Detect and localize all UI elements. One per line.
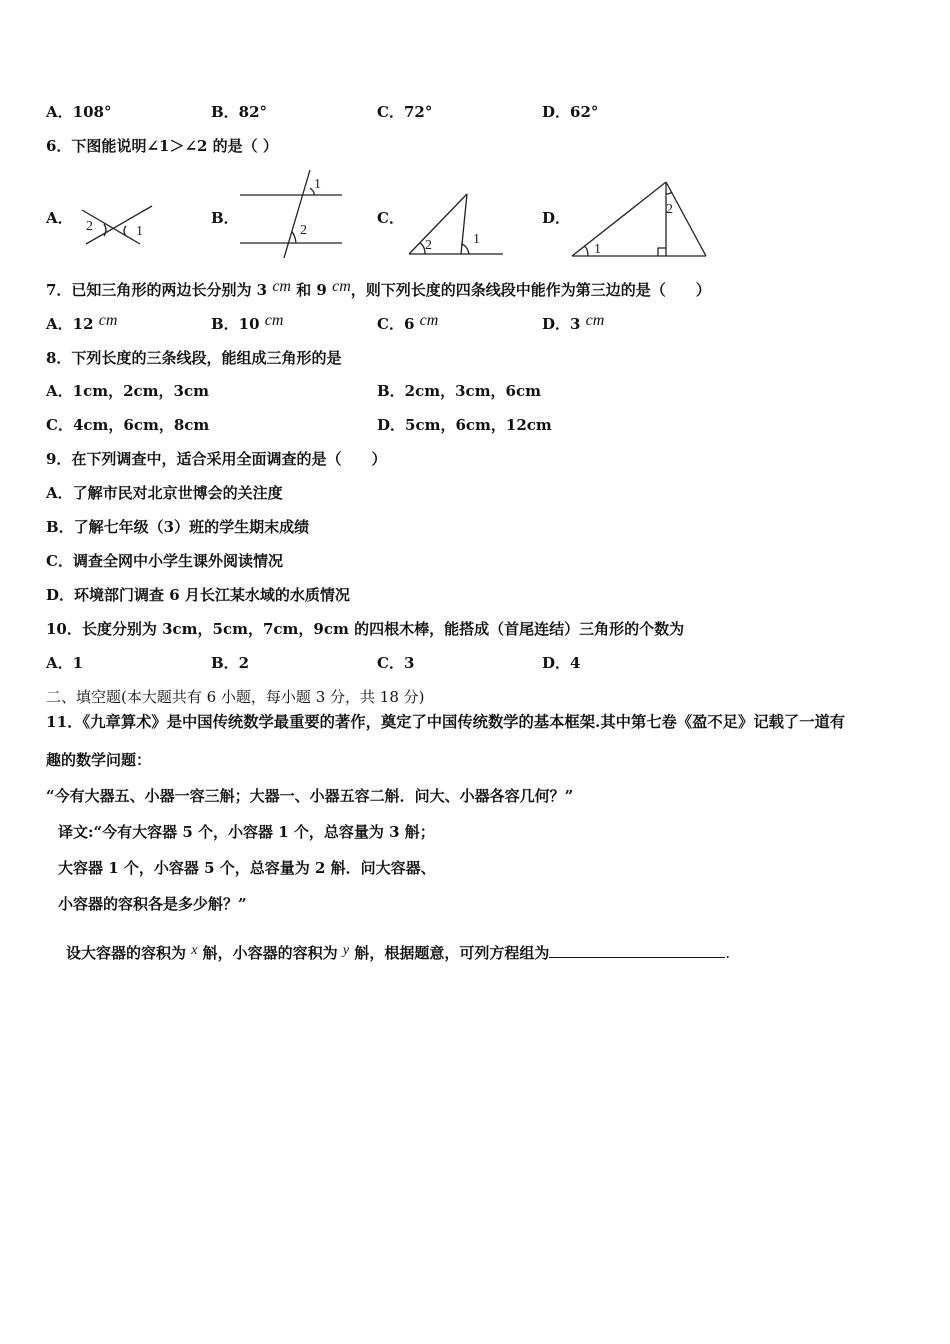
q11-line-1: 11．《九章算术》是中国传统数学最重要的著作，奠定了中国传统数学的基本框架.其中第七卷《盈不足》记载了一道有 [46,713,846,731]
answer-blank[interactable] [549,943,725,958]
q7-option-c: C．6 cm [377,312,439,333]
variable-y: y [342,943,350,958]
q5-option-c: C．72° [377,103,433,121]
q6-figure-c [407,192,505,258]
q6-figure-b [238,168,344,260]
angle-label-1: 1 [473,232,480,247]
q9-option-a: A．了解市民对北京世博会的关注度 [46,484,283,502]
q9-stem: 9．在下列调查中，适合采用全面调查的是（ ） [46,450,387,468]
q8-stem: 8．下列长度的三条线段，能组成三角形的是 [46,349,342,367]
q7-option-b: B．10 cm [211,312,284,333]
q5-option-b: B．82° [211,103,268,121]
q6-figure-d [570,178,710,260]
q6-stem: 6．下图能说明∠1＞∠2 的是（ ） [46,137,278,155]
q9-option-c: C．调查全网中小学生课外阅读情况 [46,552,283,570]
q11-line-3: “今有大器五、小器一容三斛；大器一、小器五容二斛．问大、小器各容几何？” [46,787,574,805]
q10-stem: 10．长度分别为 3cm，5cm，7cm，9cm 的四根木棒，能搭成（首尾连结）三角形的个数为 [46,620,685,638]
q5-option-a: A．108° [46,103,112,121]
q8-option-c: C．4cm，6cm，8cm [46,416,210,434]
section-heading-fill-blank: 二、填空题(本大题共有 6 小题，每小题 3 分，共 18 分) [46,688,425,706]
q7-option-a: A．12 cm [46,312,118,333]
angle-label-1: 1 [594,242,601,257]
q11-line-5: 大容器 1 个，小容器 5 个，总容量为 2 斛．问大容器、 [58,859,436,877]
angle-label-2: 2 [425,238,432,253]
q11-line-7: 设大容器的容积为 x 斛，小容器的容积为 y 斛，根据题意，可列方程组为 . [66,943,731,962]
q6-figure-a [80,200,156,248]
angle-label-2: 2 [666,202,673,217]
angle-label-1: 1 [136,224,143,239]
q10-option-a: A．1 [46,654,84,672]
q7-option-d: D．3 cm [542,312,605,333]
q7-stem: 7．已知三角形的两边长分别为 3 cm 和 9 cm，则下列长度的四条线段中能作为第三边的是（ ） [46,278,711,299]
q8-option-b: B．2cm，3cm，6cm [377,382,542,400]
q11-line-4: 译文:“今有大容器 5 个，小容器 1 个，总容量为 3 斛； [58,823,435,841]
q10-option-d: D．4 [542,654,581,672]
angle-label-2: 2 [86,219,93,234]
q6-label-a: A． [46,209,73,227]
angle-label-2: 2 [300,223,307,238]
q6-label-b: B． [211,209,239,227]
q8-option-d: D．5cm，6cm，12cm [377,416,552,434]
q6-label-c: C． [377,209,404,227]
q11-line-2: 趣的数学问题： [46,751,152,769]
q6-label-d: D． [542,209,571,227]
q9-option-d: D．环境部门调查 6 月长江某水域的水质情况 [46,586,350,604]
q8-option-a: A．1cm，2cm，3cm [46,382,209,400]
variable-x: x [191,943,198,958]
q9-option-b: B．了解七年级（3）班的学生期末成绩 [46,518,310,536]
q10-option-b: B．2 [211,654,250,672]
q11-line-6: 小容器的容积各是多少斛？” [58,895,247,913]
q10-option-c: C．3 [377,654,415,672]
q5-option-d: D．62° [542,103,599,121]
angle-label-1: 1 [314,177,321,192]
